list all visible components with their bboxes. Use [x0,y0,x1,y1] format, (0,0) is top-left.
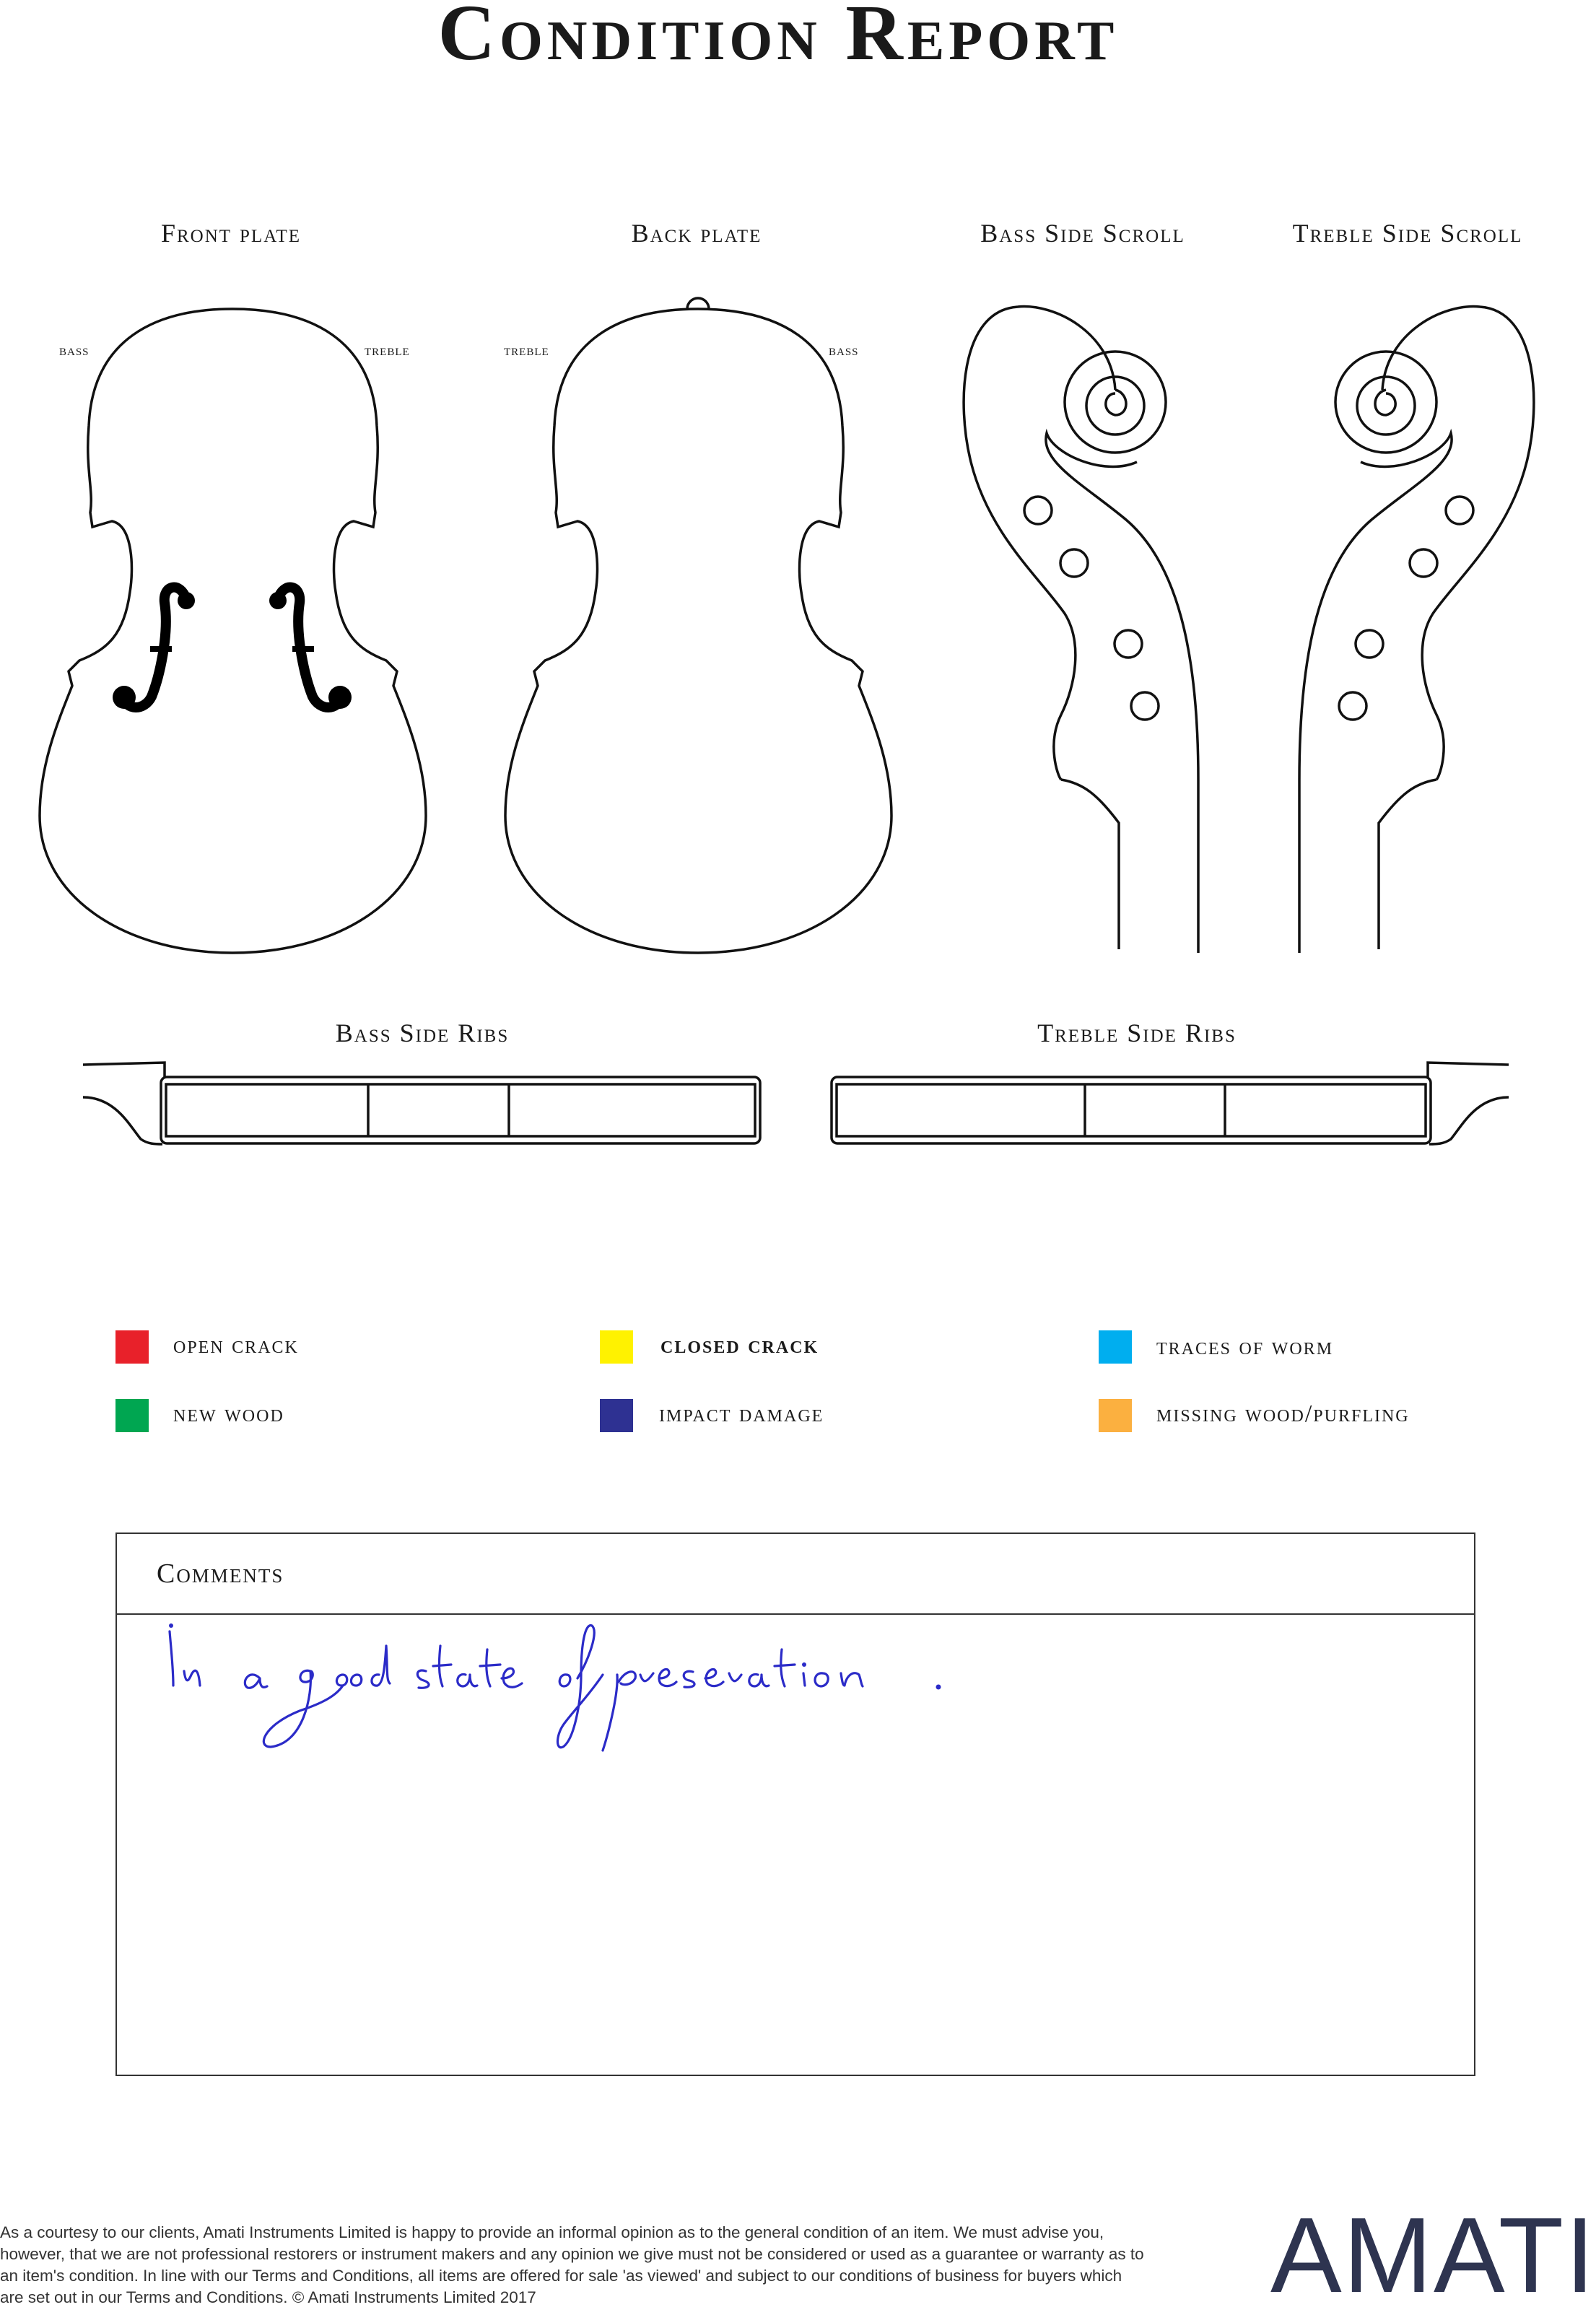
legend-swatch-impact-damage [600,1399,633,1432]
legend-swatch-open-crack [115,1330,149,1364]
bass-side-ribs-label: Bass Side Ribs [335,1019,510,1047]
legend-label-traces-of-worm: traces of worm [1156,1333,1334,1360]
front-plate-outline [40,309,426,953]
legend-label-new-wood: new wood [173,1400,284,1427]
back-plate-label: Back plate [631,219,762,248]
back-button [687,298,709,309]
treble-side-ribs-label: Treble Side Ribs [1037,1019,1237,1047]
amati-logo: AMATI [1270,2196,1596,2315]
disclaimer: As a courtesy to our clients, Amati Instruments Limited is happy to provide an informal opinion as to the general condition of an item. We must advise you, however, that we are not professional restorers or instrument makers and any opinion we give must not be considered or used as a guarantee or warranty as to an item's condition. In line with our Terms and Conditions, all items are offered for sale 'as viewed' and subject to our conditions of business for buyers which are set out in our Terms and Conditions. © Amati Instruments Limited 2017 [0,2223,1144,2306]
bass-side-scroll-label: Bass Side Scroll [980,219,1185,248]
page-title: Condition Report [437,0,1119,77]
bass-side-ribs [83,1063,760,1144]
legend-swatch-missing-wood [1099,1399,1132,1432]
front-plate-label: Front plate [160,219,302,248]
treble-scroll [1299,307,1534,953]
legend-label-open-crack: open crack [173,1332,299,1359]
comments-box[interactable] [115,1533,1475,2076]
bass-scroll [964,307,1198,953]
treble-side-ribs [832,1063,1509,1144]
front-treble-label: treble [365,341,410,359]
treble-side-scroll-label: Treble Side Scroll [1292,219,1523,248]
back-bass-label: bass [829,341,859,359]
back-treble-label: treble [504,341,549,359]
legend-swatch-traces-of-worm [1099,1330,1132,1364]
comments-heading: Comments [157,1558,284,1589]
legend-swatch-new-wood [115,1399,149,1432]
legend-label-closed-crack: closed crack [660,1332,819,1359]
comments-header [117,1534,1474,1615]
legend-swatch-closed-crack [600,1330,633,1364]
handwritten-comment [155,1617,949,1761]
legend-label-impact-damage: impact damage [659,1400,824,1427]
front-bass-label: bass [59,341,90,359]
back-plate-outline [505,309,891,953]
legend-label-missing-wood: missing wood/purfling [1156,1400,1410,1427]
